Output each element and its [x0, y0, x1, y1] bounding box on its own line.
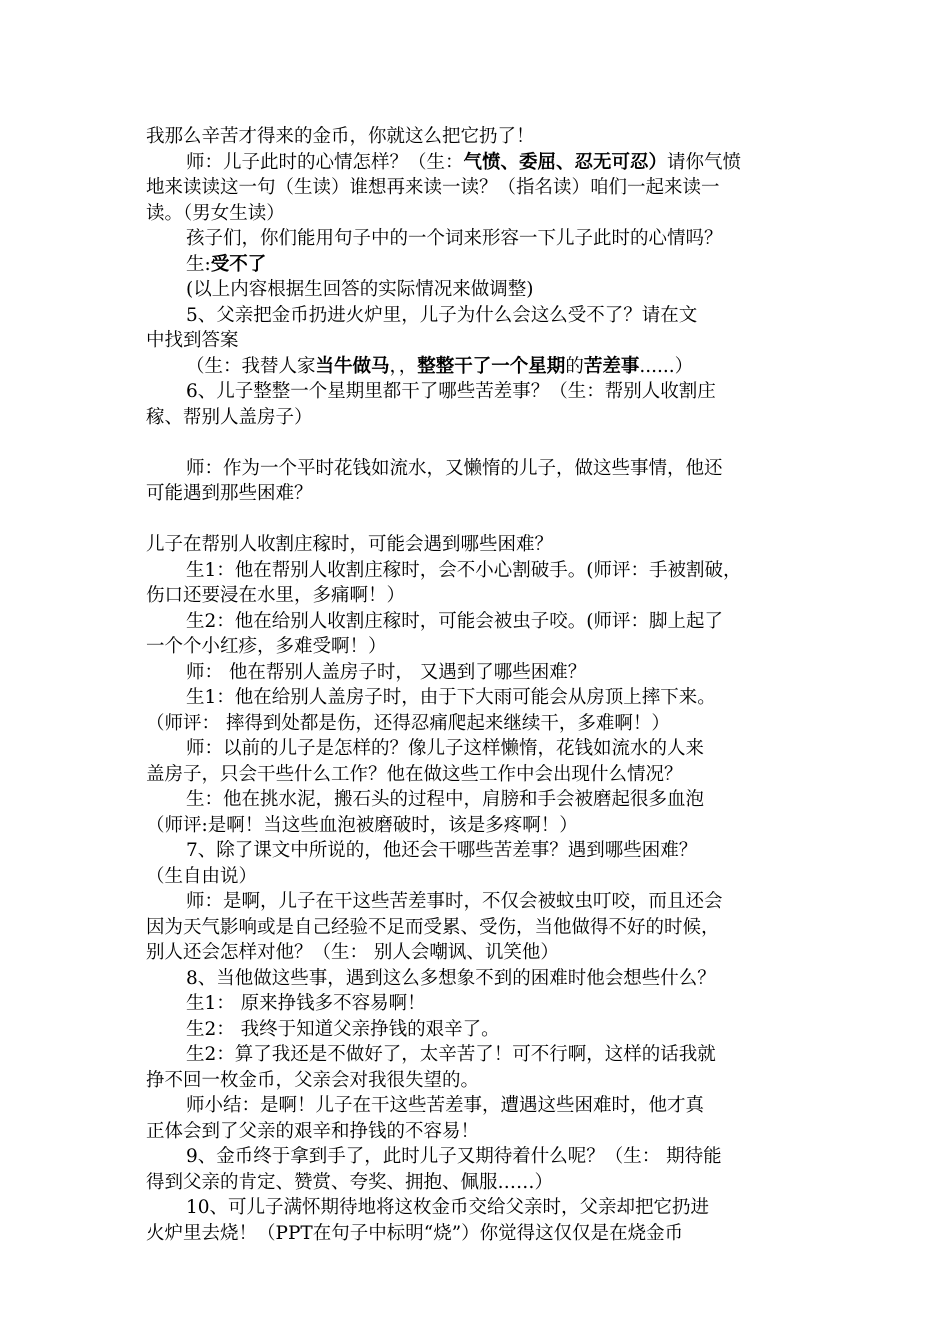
- text-line: [146, 1042, 826, 1068]
- text-segment: 生1： 原来挣钱多不容易啊！: [186, 993, 426, 1014]
- text-line: [146, 558, 826, 584]
- text-line: [146, 277, 826, 303]
- text-line: [146, 124, 826, 150]
- text-segment: 可能遇到那些困难？: [146, 483, 313, 504]
- text-segment: 的: [565, 355, 584, 377]
- text-line: [146, 1119, 826, 1145]
- text-line: [146, 1144, 826, 1170]
- text-line: [146, 226, 826, 252]
- text-segment: 生2： 我终于知道父亲挣钱的艰辛了。: [186, 1018, 500, 1040]
- text-segment: 中找到答案: [146, 330, 239, 351]
- text-segment: ......）: [639, 355, 694, 377]
- text-segment: 正体会到了父亲的艰辛和挣钱的不容易！: [146, 1120, 480, 1142]
- text-line: [146, 915, 826, 941]
- text-line: [146, 405, 826, 431]
- text-segment: ，，: [389, 355, 418, 377]
- text-segment: 生2：算了我还是不做好了，太辛苦了！可不行啊，这样的话我就: [186, 1044, 716, 1065]
- text-segment: 别人还会怎样对他？（生： 别人会嘲讽、讥笑他）: [146, 942, 559, 963]
- text-line: [146, 583, 826, 609]
- text-segment: 生:: [186, 253, 211, 275]
- blank-line: [146, 430, 826, 456]
- text-line: [146, 481, 826, 507]
- text-line: [146, 838, 826, 864]
- text-segment: 我那么辛苦才得来的金币，你就这么把它扔了！: [146, 126, 535, 147]
- text-line: [146, 354, 826, 380]
- text-segment: 师：以前的儿子是怎样的？像儿子这样懒惰，花钱如流水的人来: [186, 738, 705, 759]
- text-segment: 火炉里去烧！（PPT在句子中标明“烧”）你觉得这仅仅是在烧金币: [146, 1222, 684, 1244]
- text-segment: 生2：他在给别人收割庄稼时，可能会被虫子咬。(师评：脚上起了: [186, 610, 723, 632]
- text-line: [146, 1068, 826, 1094]
- text-line: [146, 864, 826, 890]
- text-segment: 10、可儿子满怀期待地将这枚金币交给父亲时，父亲却把它扔进: [186, 1197, 710, 1218]
- document-body: [146, 124, 826, 1246]
- text-line: [146, 660, 826, 686]
- text-line: [146, 1195, 826, 1221]
- text-segment: 读。（男女生读）: [146, 202, 285, 224]
- text-line: [146, 328, 826, 354]
- text-line: [146, 532, 826, 558]
- text-segment: 7、除了课文中所说的，他还会干哪些苦差事？遇到哪些困难？: [186, 840, 698, 861]
- text-segment: (以上内容根据生回答的实际情况来做调整): [186, 279, 534, 300]
- text-line: [146, 736, 826, 762]
- text-line: [146, 1221, 826, 1247]
- bold-text: 整整干了一个星期: [417, 355, 566, 377]
- text-segment: 6、儿子整整一个星期里都干了哪些苦差事？（生：帮别人收割庄: [186, 381, 716, 402]
- text-line: [146, 991, 826, 1017]
- text-segment: 稼、帮别人盖房子）: [146, 406, 313, 428]
- bold-text: 苦差事: [583, 355, 640, 377]
- text-segment: 9、金币终于拿到手了，此时儿子又期待着什么呢？（生： 期待能: [186, 1146, 722, 1167]
- text-segment: 因为天气影响或是自己经验不足而受累、受伤，当他做得不好的时候，: [146, 916, 720, 938]
- text-segment: 挣不回一枚金币，父亲会对我很失望的。: [146, 1069, 480, 1091]
- text-segment: 请你气愤: [667, 151, 742, 173]
- text-line: [146, 634, 826, 660]
- text-segment: 生1：他在给别人盖房子时，由于下大雨可能会从房顶上摔下来。: [186, 687, 716, 708]
- text-segment: 儿子在帮别人收割庄稼时，可能会遇到哪些困难？: [146, 534, 554, 555]
- text-line: [146, 711, 826, 737]
- text-line: [146, 609, 826, 635]
- text-segment: 得到父亲的肯定、赞赏、夸奖、拥抱、佩服……）: [146, 1171, 554, 1193]
- text-line: [146, 1017, 826, 1043]
- bold-text: 当牛做马: [315, 355, 390, 377]
- text-segment: （师评： 摔得到处都是伤，还得忍痛爬起来继续干，多难啊！）: [146, 712, 670, 734]
- text-segment: 师：儿子此时的心情怎样？（生：: [186, 151, 464, 173]
- blank-line: [146, 507, 826, 533]
- text-line: [146, 379, 826, 405]
- text-line: [146, 940, 826, 966]
- text-line: [146, 889, 826, 915]
- text-segment: （生自由说）: [146, 865, 258, 887]
- text-segment: 师小结：是啊！儿子在干这些苦差事，遭遇这些困难时，他才真: [186, 1095, 705, 1116]
- text-segment: 5、父亲把金币扔进火炉里，儿子为什么会这么受不了？请在文: [186, 304, 698, 326]
- bold-text: 气愤、委屈、忍无可忍）: [463, 151, 668, 173]
- text-line: [146, 150, 826, 176]
- text-line: [146, 813, 826, 839]
- text-line: [146, 201, 826, 227]
- text-line: [146, 456, 826, 482]
- text-line: [146, 303, 826, 329]
- text-line: [146, 966, 826, 992]
- text-segment: 师： 他在帮别人盖房子时， 又遇到了哪些困难？: [186, 661, 587, 683]
- text-line: [146, 175, 826, 201]
- text-line: [146, 252, 826, 278]
- text-segment: （师评:是啊！当这些血泡被磨破时，该是多疼啊！）: [146, 814, 578, 836]
- text-line: [146, 1093, 826, 1119]
- text-segment: 师：作为一个平时花钱如流水，又懒惰的儿子，做这些事情，他还: [186, 457, 723, 479]
- text-segment: 盖房子，只会干些什么工作？他在做这些工作中会出现什么情况？: [146, 763, 683, 785]
- text-segment: 伤口还要浸在水里，多痛啊！）: [146, 585, 406, 606]
- text-line: [146, 762, 826, 788]
- text-segment: （生：我替人家: [186, 355, 316, 377]
- text-segment: 生1：他在帮别人收割庄稼时，会不小心割破手。(师评：手被割破，: [186, 559, 742, 581]
- text-segment: 地来读读这一句（生读）谁想再来读一读？（指名读）咱们一起来读一: [146, 177, 720, 198]
- text-segment: 孩子们，你们能用句子中的一个词来形容一下儿子此时的心情吗？: [186, 228, 723, 249]
- text-line: [146, 685, 826, 711]
- text-segment: 一个个小红疹，多难受啊！）: [146, 636, 387, 657]
- text-segment: 生：他在挑水泥，搬石头的过程中，肩膀和手会被磨起很多血泡: [186, 789, 705, 810]
- bold-text: 受不了: [210, 253, 267, 275]
- text-line: [146, 1170, 826, 1196]
- text-line: [146, 787, 826, 813]
- text-segment: 师：是啊，儿子在干这些苦差事时，不仅会被蚊虫叮咬，而且还会: [186, 891, 723, 912]
- text-segment: 8、当他做这些事，遇到这么多想象不到的困难时他会想些什么？: [186, 967, 716, 989]
